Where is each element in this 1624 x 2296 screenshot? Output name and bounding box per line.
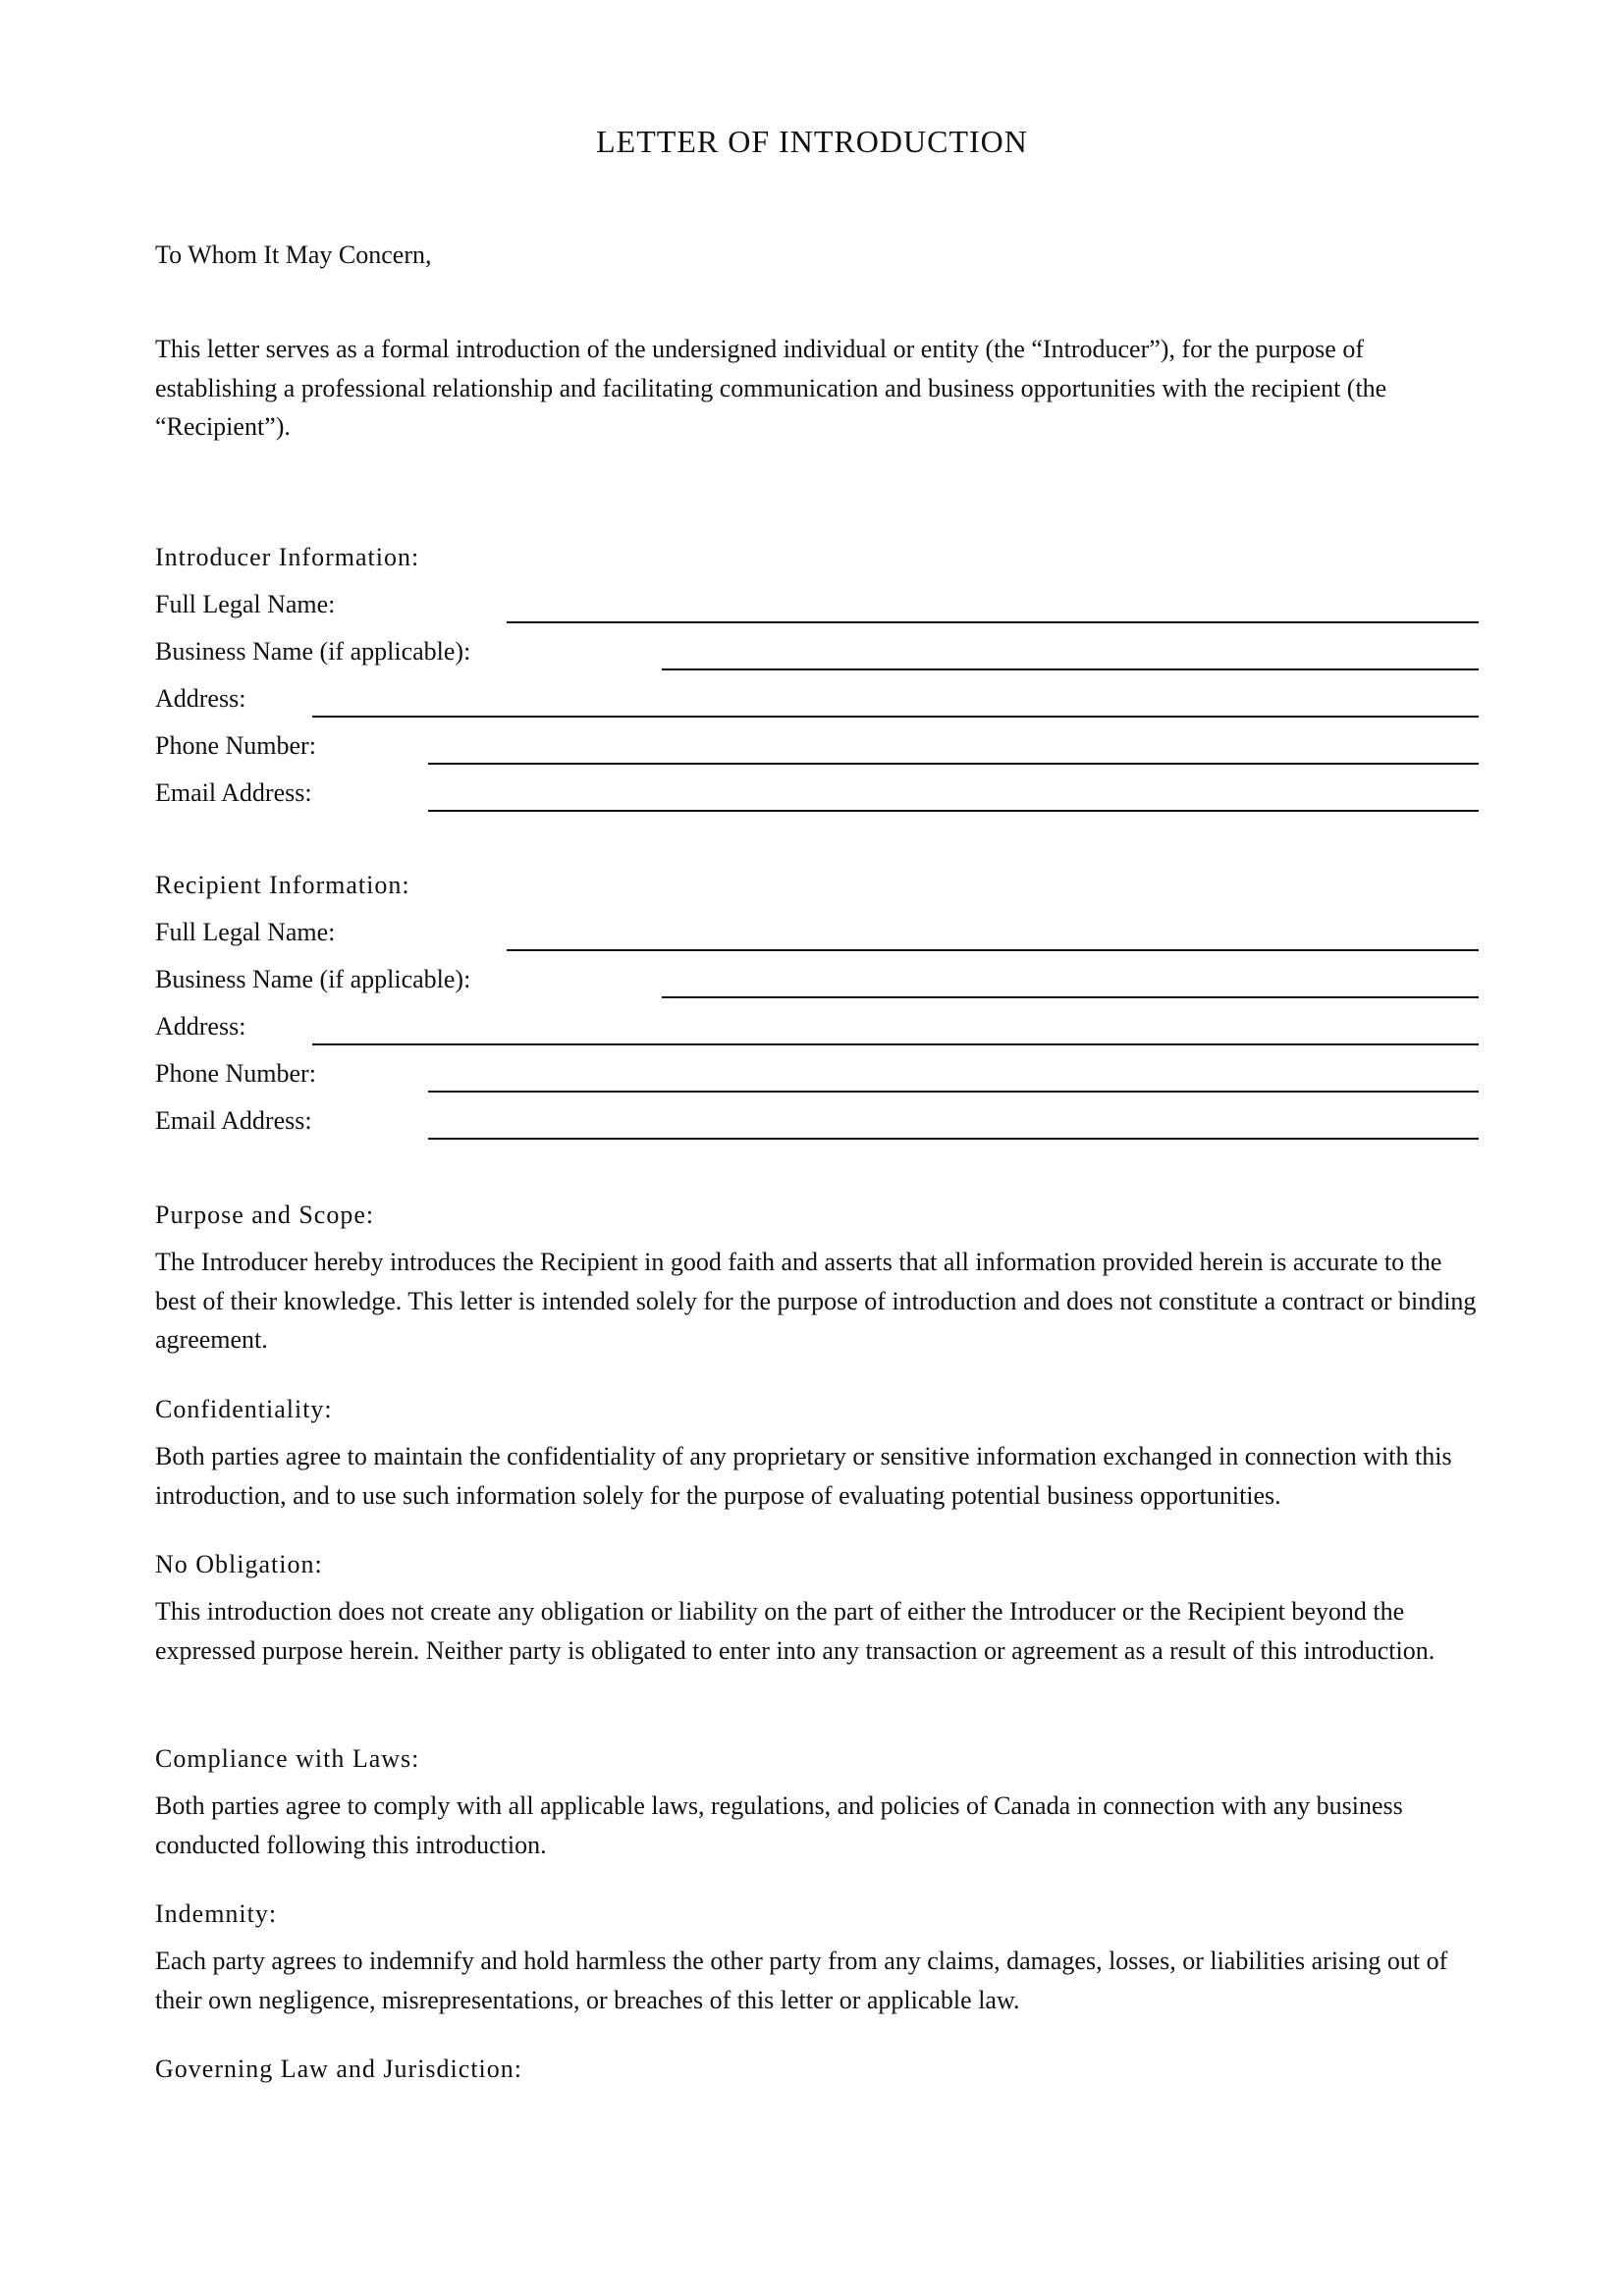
salutation: To Whom It May Concern, <box>155 240 432 269</box>
introducer-address-label: Address: <box>155 684 246 713</box>
recipient-business-name-label: Business Name (if applicable): <box>155 965 471 993</box>
introducer-email-field[interactable] <box>428 810 1479 812</box>
confidentiality-paragraph: Both parties agree to maintain the confidentiality of any proprietary or sensitive information exchanged in connection with this introduction, and to use such information solely for the purpose of evaluating potential business opportunities. <box>155 1442 1452 1510</box>
compliance-paragraph: Both parties agree to comply with all applicable laws, regulations, and policies of Canada in connection with any business conducted following this introduction. <box>155 1791 1403 1859</box>
compliance-heading: Compliance with Laws: <box>155 1744 420 1773</box>
introducer-business-name-field[interactable] <box>662 668 1479 670</box>
recipient-full-name-label: Full Legal Name: <box>155 918 336 946</box>
confidentiality-heading: Confidentiality: <box>155 1395 333 1423</box>
document-title: LETTER OF INTRODUCTION <box>596 124 1028 159</box>
introducer-phone-field[interactable] <box>428 763 1479 765</box>
recipient-business-name-field[interactable] <box>662 996 1479 998</box>
introducer-business-name-label: Business Name (if applicable): <box>155 637 471 666</box>
introducer-address-field[interactable] <box>312 716 1479 718</box>
introducer-phone-label: Phone Number: <box>155 731 316 760</box>
indemnity-heading: Indemnity: <box>155 1899 278 1928</box>
purpose-heading: Purpose and Scope: <box>155 1201 375 1229</box>
purpose-paragraph: The Introducer hereby introduces the Recipient in good faith and asserts that all information provided herein is accurate to the best of their knowledge. This letter is intended solely for the purpose of introduction and does not constitute a contract or binding agreement. <box>155 1248 1477 1354</box>
introducer-full-name-label: Full Legal Name: <box>155 590 336 618</box>
recipient-heading: Recipient Information: <box>155 871 410 899</box>
no-obligation-heading: No Obligation: <box>155 1550 323 1578</box>
recipient-full-name-field[interactable] <box>507 949 1479 951</box>
recipient-address-field[interactable] <box>312 1043 1479 1045</box>
governing-law-heading: Governing Law and Jurisdiction: <box>155 2055 522 2083</box>
indemnity-paragraph: Each party agrees to indemnify and hold harmless the other party from any claims, damages, losses, or liabilities arising out of their own negligence, misrepresentations, or breaches of this letter or applicable law. <box>155 1947 1448 2014</box>
recipient-phone-label: Phone Number: <box>155 1059 316 1088</box>
introducer-email-label: Email Address: <box>155 778 312 807</box>
introducer-heading: Introducer Information: <box>155 543 420 571</box>
intro-paragraph: This letter serves as a formal introduction of the undersigned individual or entity (the “Introducer”), for the purpose of establishing a professional relationship and facilitating communication and business opportunities with the recipient (the “Recipient”). <box>155 335 1387 441</box>
recipient-email-label: Email Address: <box>155 1106 312 1135</box>
recipient-phone-field[interactable] <box>428 1091 1479 1093</box>
recipient-address-label: Address: <box>155 1012 246 1041</box>
no-obligation-paragraph: This introduction does not create any obligation or liability on the part of either the Introducer or the Recipient beyond the expressed purpose herein. Neither party is obligated to enter into any transaction or agreement as a result of this introduction. <box>155 1597 1435 1665</box>
recipient-email-field[interactable] <box>428 1138 1479 1140</box>
introducer-full-name-field[interactable] <box>507 621 1479 623</box>
